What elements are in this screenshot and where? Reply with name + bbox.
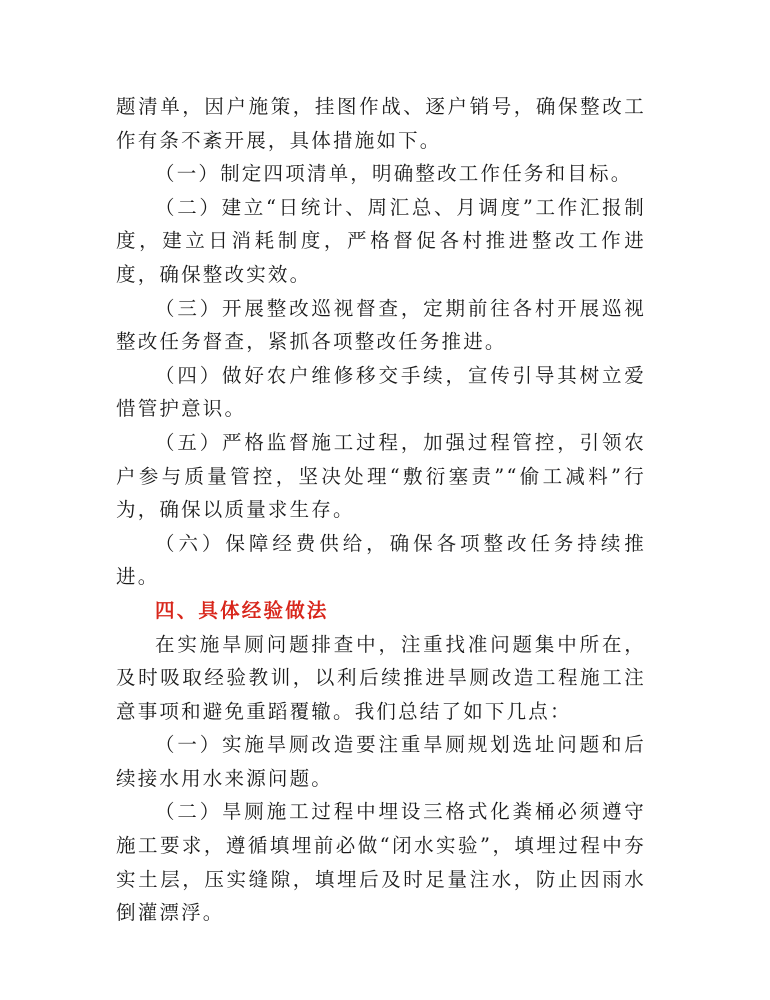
paragraph-measure-2: （二）建立“日统计、周汇总、月调度”工作汇报制度，建立日消耗制度，严格督促各村推进整改工作进度，确保整改实效。 xyxy=(116,195,646,286)
paragraph-measure-6: （六）保障经费供给，确保各项整改任务持续推进。 xyxy=(116,531,646,589)
paragraph-experience-1: （一）实施旱厕改造要注重旱厕规划选址问题和后续接水用水来源问题。 xyxy=(116,733,646,790)
paragraph-measure-3: （三）开展整改巡视督查，定期前往各村开展巡视整改任务督查，紧抓各项整改任务推进。 xyxy=(116,296,646,354)
paragraph-experience-2: （二）旱厕施工过程中埋设三格式化粪桶必须遵守施工要求，遵循填埋前必做“闭水实验”，填埋过程中夯实土层，压实缝隙，填埋后及时足量注水，防止因雨水倒灌漂浮。 xyxy=(116,800,646,925)
paragraph-intro: 在实施旱厕问题排查中，注重找准问题集中所在，及时吸取经验教训，以利后续推进旱厕改造工程施工注意事项和避免重蹈覆辙。我们总结了如下几点： xyxy=(116,632,646,723)
paragraph-measure-5: （五）严格监督施工过程，加强过程管控，引领农户参与质量管控，坚决处理“敷衍塞责”“偷工减料”行为，确保以质量求生存。 xyxy=(116,430,646,522)
paragraph-continuation: 题清单，因户施策，挂图作战、逐户销号，确保整改工作有条不紊开展，具体措施如下。 xyxy=(116,95,646,152)
document-body xyxy=(116,90,646,930)
paragraph-measure-1: （一）制定四项清单，明确整改工作任务和目标。 xyxy=(155,162,633,186)
paragraph-measure-4: （四）做好农户维修移交手续，宣传引导其树立爱惜管护意识。 xyxy=(116,363,646,421)
section-heading: 四、具体经验做法 xyxy=(155,598,329,622)
